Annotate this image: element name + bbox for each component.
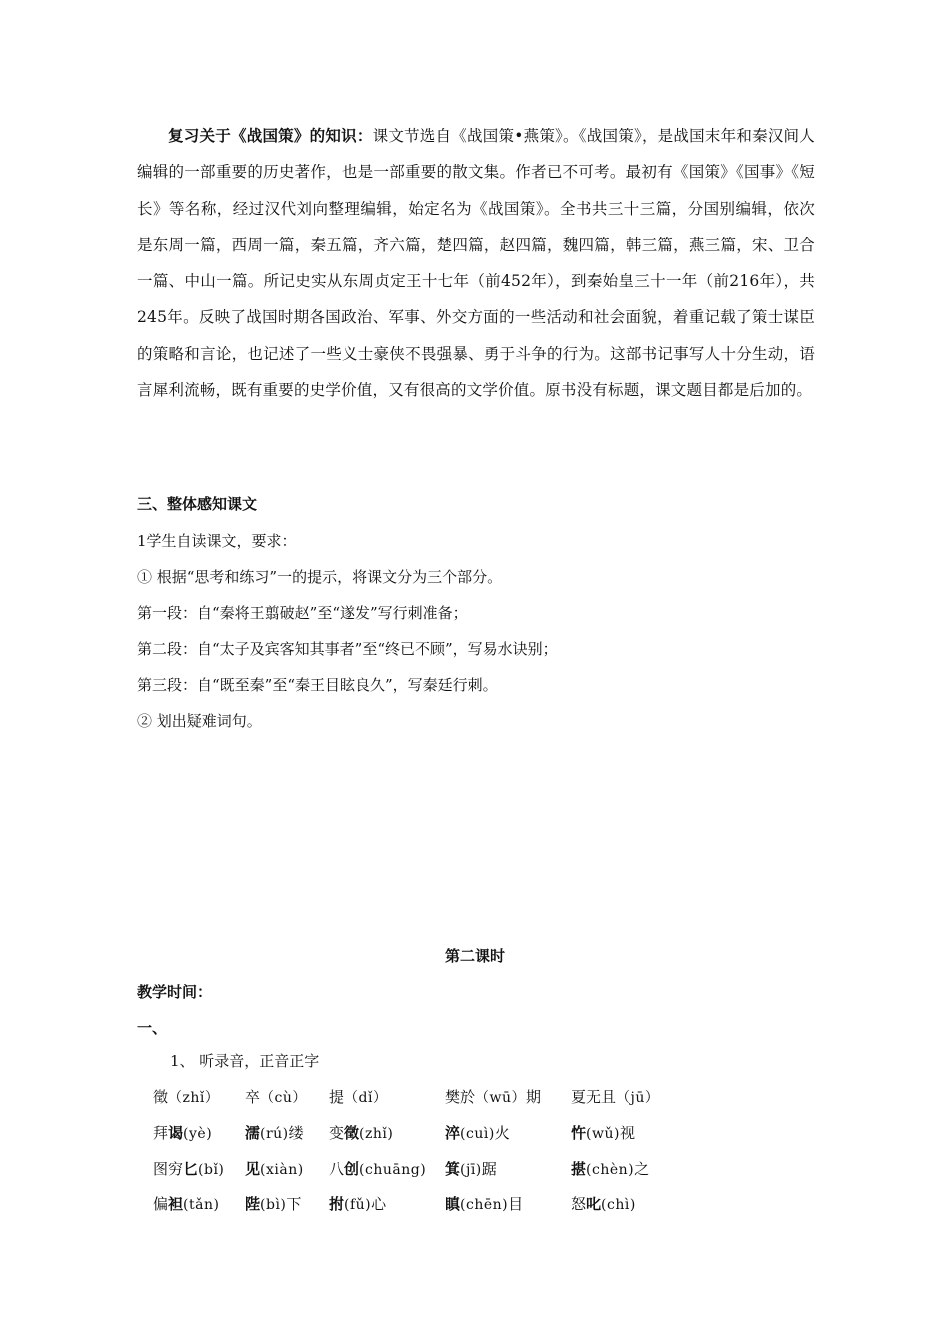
pronunciation-row [153,1193,753,1215]
pronunciation-item [329,1158,426,1179]
context-text: 八 [329,1160,345,1178]
section3-line-5: 第三段：自“既至秦”至“秦王目眩良久”，写秦廷行刺。 [137,676,498,694]
pronunciation-item [153,1122,212,1143]
section3-line-6: ② 划出疑难词句。 [137,712,262,730]
section3-line-2: ① 根据“思考和练习”一的提示，将课文分为三个部分。 [137,568,503,586]
context-text: 变 [329,1124,345,1142]
target-character: 揕 [571,1160,587,1178]
section3-line-4: 第二段：自“太子及宾客知其事者”至“终已不顾”，写易水诀别； [137,640,558,658]
section3-heading: 三、整体感知课文 [137,495,258,513]
target-character: 拊 [329,1195,345,1213]
pronunciation-item [153,1086,219,1107]
pinyin: (bǐ) [198,1162,225,1178]
pinyin: (zhǐ) [359,1126,394,1142]
pinyin: (wǔ) [586,1126,620,1142]
pinyin: （dǐ） [344,1090,388,1106]
context-text: 期 [526,1088,542,1106]
pronunciation-row [153,1122,753,1144]
pronunciation-item [153,1158,224,1179]
context-text: 下 [286,1195,302,1213]
context-text: 图穷 [153,1160,184,1178]
pronunciation-item [245,1193,301,1214]
pronunciation-row [153,1086,753,1108]
context-text: 夏无 [571,1088,602,1106]
pronunciation-item [245,1086,307,1107]
pinyin: (jī) [460,1162,482,1178]
part-one-label: 一、 [137,1019,168,1037]
target-character: 见 [245,1160,261,1178]
pronunciation-item [571,1193,636,1214]
pronunciation-item [245,1122,304,1143]
pinyin: （cù） [260,1090,307,1106]
target-character: 袒 [168,1195,184,1213]
context-text: 视 [619,1124,635,1142]
target-character: 提 [329,1088,345,1106]
pronunciation-item [445,1193,523,1214]
target-character: 徵 [153,1088,169,1106]
pronunciation-item [245,1158,304,1179]
section3-line-1: 1学生自读课文，要求： [137,532,297,550]
pinyin: (chēn) [460,1197,509,1213]
pinyin: (yè) [183,1126,213,1142]
target-character: 匕 [183,1160,199,1178]
pinyin: （wū） [475,1090,527,1106]
context-text: 踞 [481,1160,497,1178]
context-text: 拜 [153,1124,169,1142]
pronunciation-item [153,1193,219,1214]
review-paragraph [137,118,815,408]
target-character: 谒 [168,1124,184,1142]
target-character: 瞋 [445,1195,461,1213]
listen-item: 1、 听录音，正音正字 [170,1052,320,1070]
context-text: 心 [371,1195,387,1213]
pronunciation-item [571,1158,649,1179]
target-character: 陛 [245,1195,261,1213]
pronunciation-item [329,1122,393,1143]
pronunciation-item [571,1086,659,1107]
pinyin: (bì) [260,1197,287,1213]
context-text: 目 [508,1195,524,1213]
target-character: 淬 [445,1124,461,1142]
target-character: 忤 [571,1124,587,1142]
context-text: 之 [634,1160,650,1178]
pinyin: （jū） [616,1090,660,1106]
review-body: 课文节选自《战国策•燕策》。《战国策》，是战国末年和秦汉间人编辑的一部重要的历史著作，也是一部重要的散文集。作者已不可考。最初有《国策》《国事》《短长》等名称，经过汉代刘向整理编辑，始定名为《战国策》。全书共三十三篇，分国别编辑，依次是东周一篇，西周一篇，秦五篇，齐六篇，楚四篇，赵四篇，魏四篇，韩三篇，燕三篇，宋、卫合一篇、中山一篇。所记史实从东周贞定王十七年（前452年），到秦始皇三十一年（前216年），共245年。反映了战国时期各国政治、军事、外交方面的一些活动和社会面貌，着重记载了策士谋臣的策略和言论，也记述了一些义士豪侠不畏强暴、勇于斗争的行为。这部书记事写人十分生动，语言犀利流畅，既有重要的史学价值，又有很高的文学价值。原书没有标题，课文题目都是后加的。 [137,127,815,400]
target-character: 徵 [344,1124,360,1142]
target-character: 箕 [445,1160,461,1178]
pronunciation-item [571,1122,635,1143]
section3-line-3: 第一段：自“秦将王翦破赵”至“遂发”写行刺准备； [137,604,468,622]
review-lead: 复习关于《战国策》的知识： [168,126,373,145]
context-text: 缕 [288,1124,304,1142]
target-character: 创 [344,1160,360,1178]
pronunciation-item [445,1158,497,1179]
context-text: 怒 [571,1195,587,1213]
pronunciation-item [445,1086,541,1107]
pinyin: （zhǐ） [168,1090,220,1106]
pronunciation-row [153,1158,753,1180]
context-text: 偏 [153,1195,169,1213]
target-character: 卒 [245,1088,261,1106]
pinyin: (rú) [260,1126,289,1142]
pinyin: (chuāng) [359,1162,427,1178]
lesson2-title: 第二课时 [444,947,505,965]
pinyin: (chèn) [586,1162,635,1178]
pronunciation-item [445,1122,510,1143]
teaching-time-label: 教学时间： [137,983,213,1001]
pinyin: (tǎn) [183,1197,220,1213]
target-character: 叱 [586,1195,602,1213]
pinyin: (xiàn) [260,1162,304,1178]
target-character: 樊於 [445,1088,476,1106]
target-character: 且 [601,1088,617,1106]
target-character: 濡 [245,1124,261,1142]
context-text: 火 [494,1124,510,1142]
pinyin: (fǔ) [344,1197,372,1213]
pronunciation-item [329,1086,387,1107]
pronunciation-item [329,1193,386,1214]
pinyin: (cuì) [460,1126,495,1142]
pinyin: (chì) [601,1197,636,1213]
